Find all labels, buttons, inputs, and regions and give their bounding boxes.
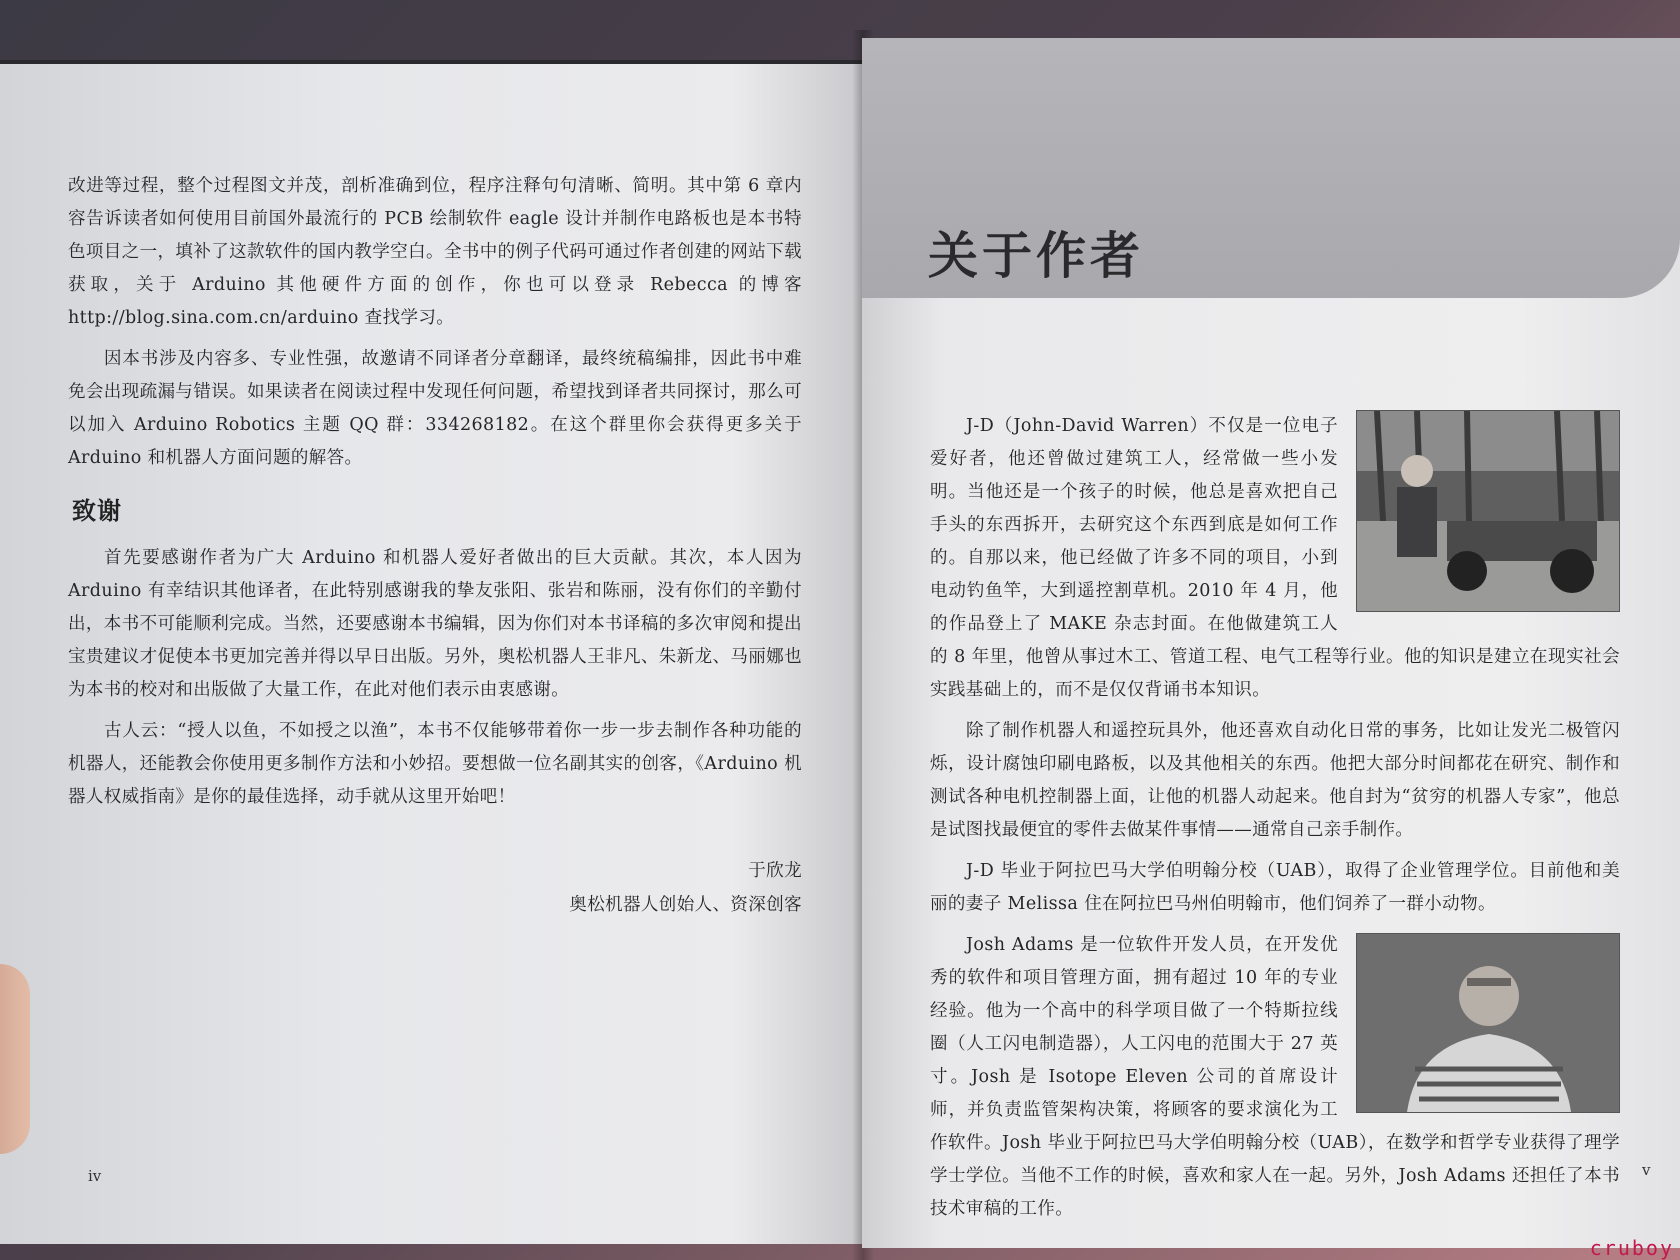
right-page-body (930, 410, 1620, 1234)
paragraph: 因本书涉及内容多、专业性强，故邀请不同译者分章翻译，最终统稿编排，因此书中难免会出现疏漏与错误。如果读者在阅读过程中发现任何问题，希望找到译者共同探讨，那么可以加入 Arduino Robotics 主题 QQ 群：334268182。在这个群里你会获得更多关于 Arduino 和机器人方面问题的解答。 (68, 349, 802, 468)
photo-josh-adams (1356, 933, 1620, 1113)
paragraph: 改进等过程，整个过程图文并茂，剖析准确到位，程序注释句句清晰、简明。其中第 6 章内容告诉读者如何使用目前国外最流行的 PCB 绘制软件 eagle 设计并制作电路板也是本书特色项目之一，填补了这款软件的国内教学空白。全书中的例子代码可通过作者创建的网站下载获取，关于 Arduino 其他硬件方面的创作，你也可以登录 Rebecca 的博客 http://blog.sina.com.cn/arduino 查找学习。 (68, 176, 802, 328)
chapter-title: 关于作者 (928, 227, 1144, 285)
signature-block (68, 854, 802, 922)
page-number-left: iv (88, 1167, 102, 1185)
watermark-text: cruboy (1589, 1236, 1674, 1260)
paragraph: Josh Adams 是一位软件开发人员，在开发优秀的软件和项目管理方面，拥有超过 10 年的专业经验。他为一个高中的科学项目做了一个特斯拉线圈（人工闪电制造器），人工闪电的范围大于 27 英寸。Josh 是 Isotope Eleven 公司的首席设计师，并负责监管架构决策，将顾客的要求演化为工作软件。Josh 毕业于阿拉巴马大学伯明翰分校（UAB），在数学和哲学专业获得了理学学士学位。当他不工作的时候，喜欢和家人在一起。另外，Josh Adams 还担任了本书技术审稿的工作。 (930, 935, 1620, 1219)
paragraph: 古人云：“授人以鱼，不如授之以渔”，本书不仅能够带着你一步一步去制作各种功能的机器人，还能教会你使用更多制作方法和小妙招。要想做一位名副其实的创客，《Arduino 机器人权威指南》是你的最佳选择，动手就从这里开始吧！ (68, 721, 802, 807)
acknowledgement-heading: 致谢 (72, 497, 122, 525)
thumb-image (0, 964, 30, 1154)
left-page (0, 60, 862, 1244)
signature-title: 奥松机器人创始人、资深创客 (569, 895, 802, 915)
signature-name: 于欣龙 (748, 861, 802, 881)
left-page-body (68, 170, 802, 922)
right-page (862, 38, 1680, 1248)
paragraph: J-D 毕业于阿拉巴马大学伯明翰分校（UAB），取得了企业管理学位。目前他和美丽的妻子 Melissa 住在阿拉巴马州伯明翰市，他们饲养了一群小动物。 (930, 861, 1620, 914)
photo-jd-warren (1356, 410, 1620, 612)
paragraph: J-D（John-David Warren）不仅是一位电子爱好者，他还曾做过建筑工人，经常做一些小发明。当他还是一个孩子的时候，他总是喜欢把自己手头的东西拆开，去研究这个东西到底是如何工作的。自那以来，他已经做了许多不同的项目，小到电动钓鱼竿，大到遥控割草机。2010 年 4 月，他的作品登上了 MAKE 杂志封面。在他做建筑工人的 8 年里，他曾从事过木工、管道工程、电气工程等行业。他的知识是建立在现实社会实践基础上的，而不是仅仅背诵书本知识。 (930, 416, 1620, 700)
paragraph: 除了制作机器人和遥控玩具外，他还喜欢自动化日常的事务，比如让发光二极管闪烁，设计腐蚀印刷电路板，以及其他相关的东西。他把大部分时间都花在研究、制作和测试各种电机控制器上面，让他的机器人动起来。他自封为“贫穷的机器人专家”，他总是试图找最便宜的零件去做某件事情——通常自己亲手制作。 (930, 721, 1620, 840)
page-number-right: v (1642, 1161, 1651, 1179)
paragraph: 首先要感谢作者为广大 Arduino 和机器人爱好者做出的巨大贡献。其次，本人因为 Arduino 有幸结识其他译者，在此特别感谢我的挚友张阳、张岩和陈丽，没有你们的辛勤付出，本书不可能顺利完成。当然，还要感谢本书编辑，因为你们对本书译稿的多次审阅和提出宝贵建议才促使本书更加完善并得以早日出版。另外，奥松机器人王非凡、朱新龙、马丽娜也为本书的校对和出版做了大量工作，在此对他们表示由衷感谢。 (68, 548, 802, 700)
